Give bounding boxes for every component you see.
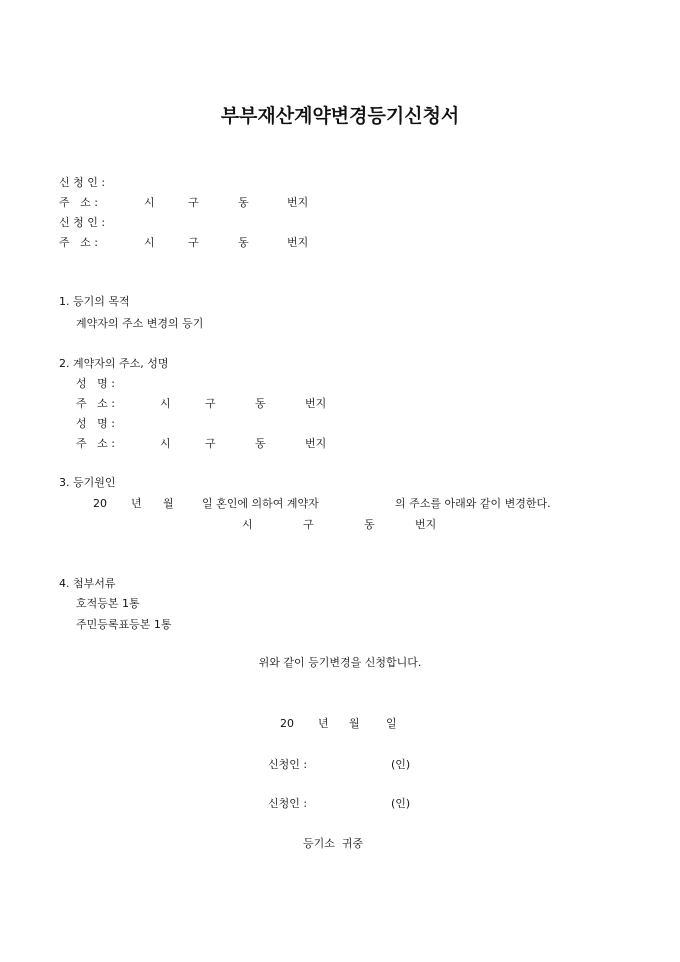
cause-bunji: 번지	[415, 518, 437, 531]
section-3-heading: 3. 등기원인	[59, 476, 116, 489]
signature-2-label: 신청인 :	[268, 797, 308, 810]
cause-dong: 동	[364, 518, 375, 531]
person-1-gu: 구	[205, 397, 216, 410]
person-1-dong: 동	[255, 397, 266, 410]
applicant-1-gu: 구	[188, 196, 199, 209]
person-2-name-label: 성 명 :	[76, 417, 115, 430]
date-day: 일	[386, 717, 397, 730]
document-title: 부부재산계약변경등기신청서	[220, 105, 460, 127]
applicant-2-bunji: 번지	[287, 236, 309, 249]
applicant-1-label: 신 청 인 :	[59, 176, 106, 189]
section-2-heading: 2. 계약자의 주소, 성명	[59, 357, 169, 370]
signature-2-seal: (인)	[391, 797, 411, 810]
declaration: 위와 같이 등기변경을 신청합니다.	[258, 656, 422, 669]
cause-year: 년	[131, 497, 142, 510]
signature-1-seal: (인)	[391, 758, 411, 771]
person-2-address-label: 주 소 :	[76, 437, 115, 450]
applicant-2-address-label: 주 소 :	[59, 236, 98, 249]
date-year-prefix: 20	[280, 717, 294, 730]
applicant-1-bunji: 번지	[287, 196, 309, 209]
section-4-heading: 4. 첨부서류	[59, 577, 116, 590]
cause-gu: 구	[303, 518, 314, 531]
applicant-1-address-label: 주 소 :	[59, 196, 98, 209]
date-year: 년	[318, 717, 329, 730]
cause-year-prefix: 20	[93, 497, 107, 510]
cause-tail: 의 주소를 아래와 같이 변경한다.	[395, 497, 551, 510]
cause-day-text: 일 혼인에 의하여 계약자	[202, 497, 319, 510]
person-1-name-label: 성 명 :	[76, 377, 115, 390]
applicant-2-label: 신 청 인 :	[59, 216, 106, 229]
applicant-1-dong: 동	[238, 196, 249, 209]
applicant-1-si: 시	[144, 196, 155, 209]
attachment-item: 주민등록표등본 1통	[76, 618, 172, 631]
section-1-heading: 1. 등기의 목적	[59, 295, 130, 308]
person-2-dong: 동	[255, 437, 266, 450]
person-2-bunji: 번지	[305, 437, 327, 450]
person-1-si: 시	[160, 397, 171, 410]
section-1-content: 계약자의 주소 변경의 등기	[76, 317, 204, 330]
person-1-address-label: 주 소 :	[76, 397, 115, 410]
person-2-gu: 구	[205, 437, 216, 450]
person-2-si: 시	[160, 437, 171, 450]
applicant-2-gu: 구	[188, 236, 199, 249]
applicant-2-dong: 동	[238, 236, 249, 249]
date-month: 월	[349, 717, 360, 730]
addressee: 등기소 귀중	[303, 837, 364, 850]
applicant-2-si: 시	[144, 236, 155, 249]
signature-1-label: 신청인 :	[268, 758, 308, 771]
attachment-item: 호적등본 1통	[76, 597, 140, 610]
cause-month: 월	[163, 497, 174, 510]
person-1-bunji: 번지	[305, 397, 327, 410]
cause-si: 시	[242, 518, 253, 531]
